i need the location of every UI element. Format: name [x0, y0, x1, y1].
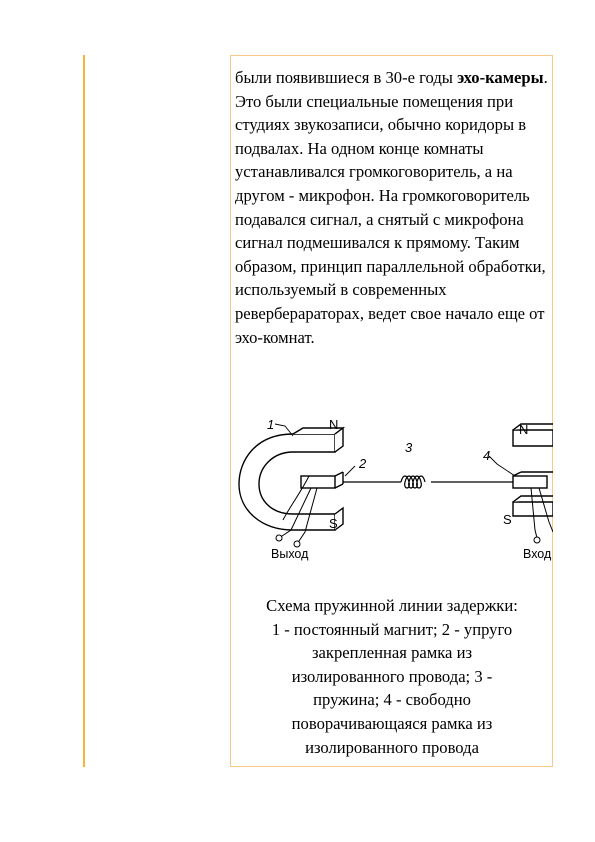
right-magnet: [513, 424, 553, 516]
paragraph-lead: были появившиеся в 30-е годы: [235, 68, 458, 87]
caption-line: пружина; 4 - свободно: [313, 690, 471, 710]
label-1: 1: [267, 417, 275, 432]
label-north-left: N: [329, 417, 339, 432]
caption-line: изолированного провода; 3 -: [291, 666, 493, 686]
label-north-right: N: [519, 422, 529, 437]
spring-delay-diagram: [231, 412, 553, 580]
body-paragraph: [235, 66, 553, 349]
diagram-svg: [231, 412, 553, 580]
caption-line: изолированного провода: [305, 737, 479, 757]
output-terminals: [276, 535, 300, 547]
label-output: Выход: [271, 547, 309, 561]
figure-caption: [231, 594, 553, 759]
caption-line: поворачивающаяся рамка из: [291, 713, 493, 733]
caption-line: Схема пружинной линии задержки:: [266, 596, 518, 615]
label-south-left: S: [329, 516, 338, 531]
label-4: 4: [483, 448, 491, 463]
term-echo-chamber: эхо-камеры: [457, 68, 544, 87]
label-2: 2: [359, 456, 367, 471]
spring: [343, 476, 513, 488]
margin-rule: [83, 55, 85, 767]
label-3: 3: [405, 440, 413, 455]
paragraph-rest: . Это были специальные помещения при студиях звукозаписи, обычно коридоры в подвалах. На одном конце комнаты устанавливался громкоговоритель, а на другом - микрофон. На громкоговоритель подавался сигнал, а снятый с микрофона сигнал подмешивался к прямому. Таким образом, принцип параллельной обработки, используемый в современных реверберараторах, ведет свое начало еще от эхо-комнат.: [235, 68, 548, 347]
caption-line: закрепленная рамка из: [312, 643, 472, 663]
label-input: Вход: [523, 547, 552, 561]
label-south-right: S: [503, 512, 512, 527]
caption-line: 1 - постоянный магнит; 2 - упруго: [271, 619, 513, 639]
left-magnet: [239, 428, 343, 530]
input-terminal: [534, 537, 540, 543]
